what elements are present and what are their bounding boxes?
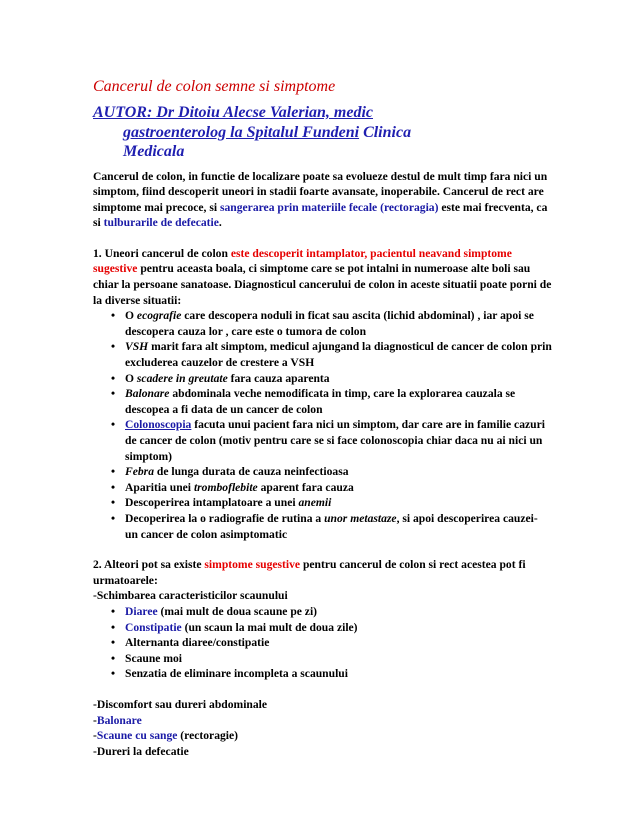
item-em: Balonare	[125, 387, 170, 401]
list-item	[111, 480, 553, 496]
list-item	[111, 339, 553, 370]
item-em: unor metastaze	[324, 511, 397, 525]
item-text: de lunga durata de cauza neinfectioasa	[153, 465, 349, 479]
tail-line	[93, 697, 553, 713]
bullet-icon: •	[111, 387, 116, 401]
item-text: fara cauza aparenta	[227, 371, 330, 385]
section2-subheading: -Schimbarea caracteristicilor scaunului	[93, 589, 288, 603]
item-text: Descoperirea intamplatoare a unei	[125, 496, 299, 510]
intro-text-2: este mai frecventa, ca si	[93, 200, 548, 230]
item-em: Febra	[125, 465, 154, 479]
tail-line	[93, 744, 553, 760]
dash: -	[93, 729, 97, 743]
item-text: Decoperirea la o radiografie de rutina a	[125, 511, 325, 525]
item-text: marit fara alt simptom, medicul ajungand la diagnosticul de cancer de colon prin excluderea cauzelor de crestere a VSH	[125, 340, 552, 370]
item-em: anemii	[298, 496, 332, 510]
list-item	[111, 386, 553, 417]
bullet-icon: •	[111, 511, 116, 525]
balonare-link[interactable]: Balonare	[96, 713, 142, 727]
bullet-icon: •	[111, 620, 116, 634]
document-page	[93, 77, 553, 759]
author-hospital-link[interactable]: gastroenterolog la Spitalul Fundeni	[123, 123, 360, 141]
item-em: VSH	[125, 340, 149, 354]
list-item	[111, 417, 553, 464]
list-item	[111, 666, 553, 682]
item-text: Dureri la defecatie	[96, 744, 189, 758]
tail-line	[93, 728, 553, 744]
article-body	[93, 169, 553, 760]
tulburari-defecatie-link[interactable]: tulburarile de defecatie	[103, 216, 219, 230]
section2-list	[93, 604, 553, 682]
dash: -	[93, 713, 97, 727]
intro-text-3: .	[218, 216, 222, 230]
author-line-3: Medicala	[123, 143, 185, 160]
dash: -	[93, 744, 97, 758]
bullet-icon: •	[111, 604, 116, 618]
section2-lead: 2. Alteori pot sa existe	[93, 558, 205, 572]
section1-text: pentru aceasta boala, ci simptome care se pot intalni in numeroase alte boli sau chiar la persoane sanatoase. Diagnosticul cancerului de colon in aceste situatii poate porni de la diverse situatii:	[93, 262, 552, 307]
section2-paragraph	[93, 557, 553, 588]
item-text: (mai mult de doua scaune pe zi)	[157, 604, 318, 618]
author-line-1[interactable]: AUTOR: Dr Ditoiu Alecse Valerian, medic	[93, 104, 373, 121]
list-item	[111, 604, 553, 620]
list-item	[111, 308, 553, 339]
item-text: care descopera noduli in ficat sau ascita (lichid abdominal) , iar apoi se descopera cauza lor , care este o tumora de colon	[125, 309, 534, 338]
item-em: ecografie	[136, 309, 182, 323]
item-text: Senzatia de eliminare incompleta a scaunului	[125, 667, 348, 681]
item-text: Aparitia unei	[125, 480, 194, 494]
section2-highlight[interactable]: simptome sugestive	[204, 558, 301, 572]
bullet-icon: •	[111, 651, 116, 665]
item-text: aparent fara cauza	[257, 480, 354, 494]
list-item	[111, 651, 553, 667]
list-item	[111, 371, 553, 387]
section1-lead: 1. Uneori cancerul de colon	[93, 246, 231, 260]
intro-paragraph	[93, 169, 553, 231]
scaune-cu-sange-link[interactable]: Scaune cu sange	[96, 729, 178, 743]
list-item	[111, 464, 553, 480]
item-text: (rectoragie)	[177, 729, 239, 743]
item-text: Scaune moi	[125, 651, 183, 665]
list-item	[111, 495, 553, 511]
bullet-icon: •	[111, 371, 116, 385]
section1-highlight[interactable]: este descoperit intamplator, pacientul neavand simptome sugestive	[93, 246, 512, 276]
bullet-icon: •	[111, 340, 116, 354]
bullet-icon: •	[111, 496, 116, 510]
item-text: (un scaun la mai mult de doua zile)	[181, 620, 358, 634]
section2-text: pentru cancerul de colon si rect acestea pot fi urmatoarele:	[93, 558, 526, 587]
section1-list	[93, 308, 553, 542]
bullet-icon: •	[111, 418, 116, 432]
tail-line	[93, 713, 553, 729]
item-text: facuta unui pacient fara nici un simptom, dar care are in familie cazuri de cancer de colon (motiv pentru care se si face colonoscopia chiar daca nu ai nici un simptom)	[125, 418, 545, 463]
bullet-icon: •	[111, 636, 116, 650]
author-line-2	[93, 123, 553, 143]
author-block	[93, 103, 553, 162]
rectoragia-link[interactable]: sangerarea prin materiile fecale (rectoragia)	[219, 200, 439, 214]
item-text: Discomfort sau dureri abdominale	[96, 697, 268, 711]
colonoscopia-link[interactable]: Colonoscopia	[125, 418, 192, 432]
author-line-2-tail: Clinica	[359, 123, 412, 141]
dash: -	[93, 697, 97, 711]
item-text: Alternanta diaree/constipatie	[125, 636, 270, 650]
bullet-icon: •	[111, 465, 116, 479]
diaree-link[interactable]: Diaree	[125, 604, 158, 618]
constipatie-link[interactable]: Constipatie	[125, 620, 182, 634]
list-item	[111, 620, 553, 636]
item-text: , si apoi descoperirea cauzei- un cancer de colon asimptomatic	[125, 511, 538, 541]
page-title: Cancerul de colon semne si simptome	[93, 78, 336, 95]
item-em: scadere in greutate	[136, 371, 228, 385]
list-item	[111, 635, 553, 651]
bullet-icon: •	[111, 309, 116, 323]
item-em: tromboflebite	[193, 480, 258, 494]
item-text: abdominala veche nemodificata in timp, care la explorarea cauzala se descopea a fi data de un cancer de colon	[125, 387, 516, 416]
intro-text: Cancerul de colon, in functie de localizare poate sa evolueze destul de mult timp fara nici un simptom, fiind descoperit uneori in stadii foarte avansate, inoperabile. Cancerul de rect are simptome mai precoce, si	[93, 169, 548, 214]
section1-paragraph	[93, 246, 553, 308]
bullet-icon: •	[111, 480, 116, 494]
item-text: O	[125, 371, 137, 385]
list-item	[111, 511, 553, 542]
bullet-icon: •	[111, 667, 116, 681]
item-text: O	[125, 309, 137, 323]
